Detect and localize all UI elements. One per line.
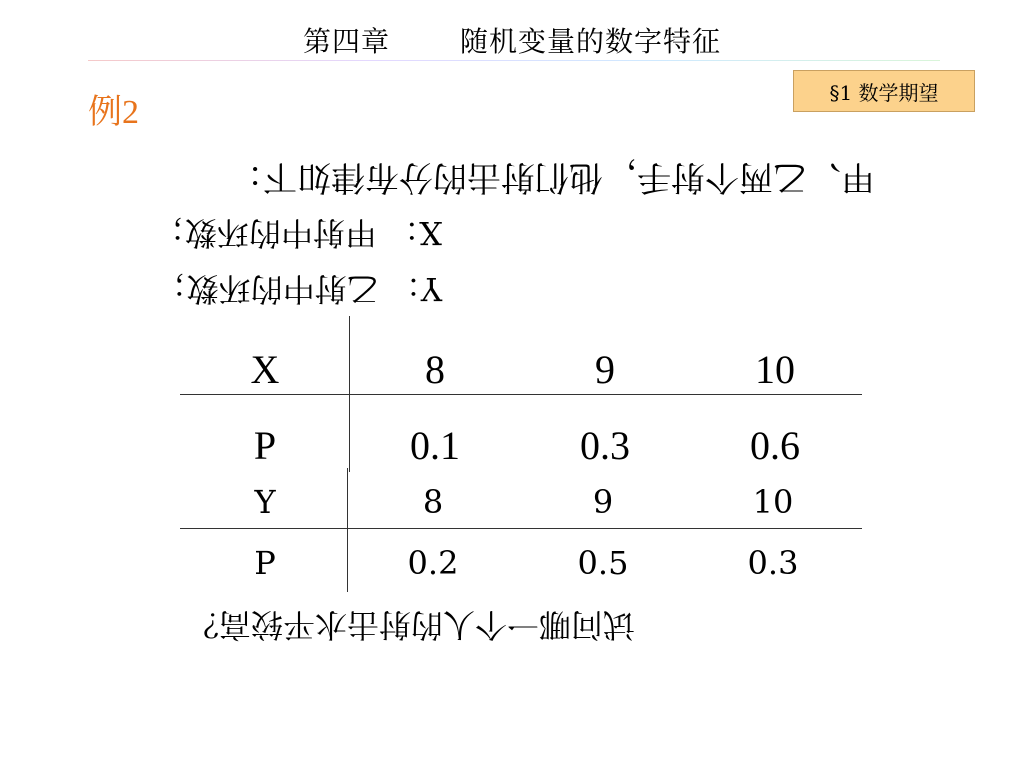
chapter-number: 第四章 <box>302 25 390 58</box>
distribution-table-y <box>180 468 862 592</box>
table-x-var-cell: X <box>250 347 280 392</box>
table-x-horizontal-rule <box>180 394 862 395</box>
problem-intro-text: 甲、乙两个射手，他们射击的分布律如下： <box>229 157 875 197</box>
table-y-horizontal-rule <box>180 528 862 529</box>
question-text: 试问哪一个人的射击水平较高？ <box>186 606 635 644</box>
table-y-prob-label: P <box>254 544 276 582</box>
table-x-value-cell: 9 <box>595 347 615 392</box>
table-y-vertical-rule <box>347 468 348 592</box>
x-definition-text: X： 甲射中的环数； <box>153 214 442 252</box>
table-x-prob-cell: 0.1 <box>410 423 460 468</box>
table-y-prob-cell: 0.2 <box>407 544 459 582</box>
table-x-value-cell: 8 <box>425 347 445 392</box>
y-definition-text: Y： 乙射中的环数； <box>154 270 442 308</box>
table-y-prob-cell: 0.3 <box>747 544 799 582</box>
problem-intro <box>95 156 875 205</box>
example-label: 例2 <box>88 94 139 131</box>
table-y-var-cell: Y <box>254 483 276 521</box>
distribution-table-x <box>180 316 862 472</box>
table-y-value-cell: 10 <box>752 483 794 521</box>
y-definition <box>132 268 442 314</box>
table-x-prob-label: P <box>253 423 277 468</box>
table-y-value-cell: 9 <box>592 483 614 521</box>
table-x-value-cell: 10 <box>755 347 795 392</box>
table-y-prob-cell: 0.5 <box>577 544 629 582</box>
question <box>115 604 635 650</box>
table-y-value-cell: 8 <box>422 483 444 521</box>
section-badge: §1 数学期望 <box>793 70 975 112</box>
table-x-prob-cell: 0.3 <box>580 423 630 468</box>
x-definition <box>132 212 442 258</box>
table-x-prob-cell: 0.6 <box>750 423 800 468</box>
chapter-header <box>0 20 1024 60</box>
header-divider <box>88 60 940 61</box>
chapter-title: 随机变量的数字特征 <box>460 25 722 58</box>
